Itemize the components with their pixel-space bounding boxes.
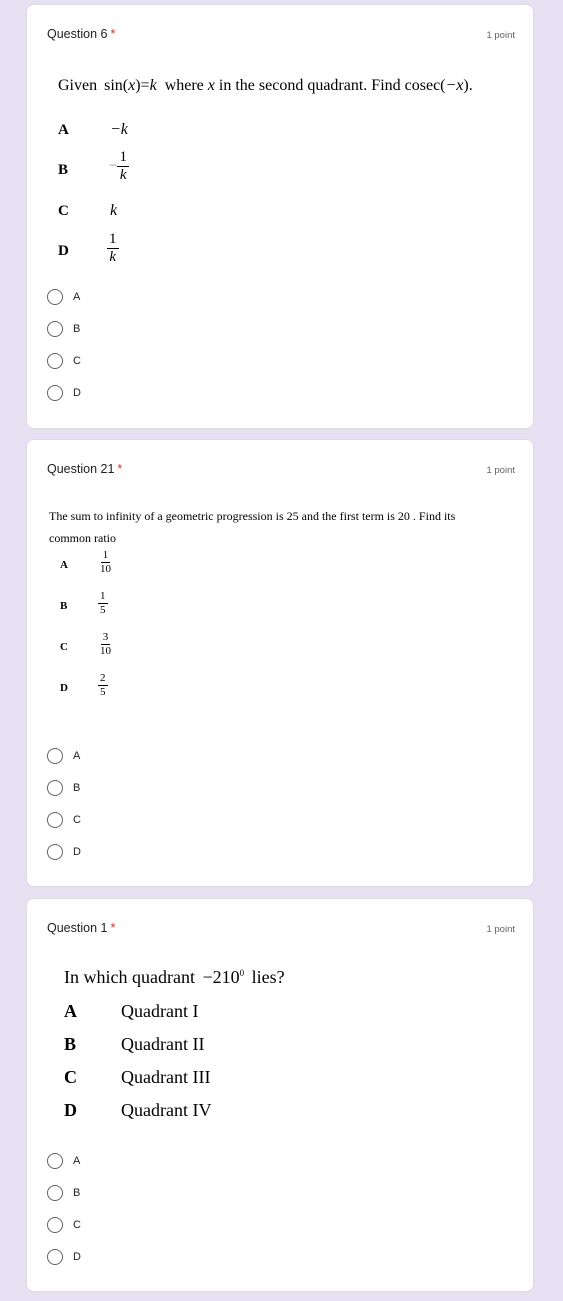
radio-button[interactable] bbox=[47, 385, 63, 401]
radio-choice-d[interactable] bbox=[47, 385, 81, 401]
radio-label: C bbox=[73, 814, 81, 826]
stem-fn: cosec bbox=[404, 77, 441, 94]
option-value: Quadrant III bbox=[121, 1067, 211, 1087]
fraction-denominator: 5 bbox=[100, 686, 106, 698]
stem-text: In which quadrant bbox=[64, 967, 195, 987]
radio-choice-d[interactable] bbox=[47, 1249, 81, 1265]
radio-choice-d[interactable] bbox=[47, 844, 81, 860]
option-letter: B bbox=[58, 162, 69, 178]
option-value: k bbox=[110, 202, 118, 219]
radio-label: D bbox=[73, 1251, 81, 1263]
question-title-text: Question 1 bbox=[47, 921, 108, 935]
question-points: 1 point bbox=[486, 465, 515, 476]
option-value bbox=[98, 591, 108, 616]
radio-button[interactable] bbox=[47, 1217, 63, 1233]
radio-label: C bbox=[73, 1219, 81, 1231]
option-value bbox=[109, 150, 129, 183]
stem-var: x bbox=[207, 77, 215, 94]
radio-label: C bbox=[73, 355, 81, 367]
stem-line: common ratio bbox=[49, 531, 116, 545]
question-points: 1 point bbox=[486, 924, 515, 935]
stem-var: −x bbox=[445, 77, 464, 94]
question-header bbox=[47, 462, 515, 476]
stem-angle: −210 bbox=[202, 967, 240, 987]
option-fraction bbox=[107, 232, 119, 265]
fraction-denominator: k bbox=[119, 167, 127, 183]
radio-choice-c[interactable] bbox=[47, 1217, 81, 1233]
radio-label: A bbox=[73, 1155, 81, 1167]
stem-var: k bbox=[149, 77, 157, 94]
option-sign: − bbox=[109, 158, 118, 174]
question-stem bbox=[49, 505, 455, 549]
fraction-numerator: 3 bbox=[102, 631, 109, 643]
option-letter: D bbox=[64, 1100, 77, 1120]
option-letter: C bbox=[58, 203, 69, 219]
radio-button[interactable] bbox=[47, 1153, 63, 1169]
option-letter: C bbox=[60, 641, 68, 653]
radio-label: A bbox=[73, 291, 81, 303]
stem-var: x bbox=[128, 77, 136, 94]
option-letter: A bbox=[60, 559, 68, 571]
question-title bbox=[47, 921, 115, 935]
option-letter: C bbox=[64, 1067, 77, 1087]
radio-button[interactable] bbox=[47, 321, 63, 337]
option-letter: D bbox=[58, 243, 69, 259]
option-value: Quadrant II bbox=[121, 1034, 205, 1054]
fraction-numerator: 1 bbox=[100, 590, 106, 602]
radio-label: D bbox=[73, 387, 81, 399]
question-title bbox=[47, 462, 122, 476]
option-fraction bbox=[98, 673, 108, 698]
question-title-text: Question 6 bbox=[47, 27, 108, 41]
radio-button[interactable] bbox=[47, 1185, 63, 1201]
option-letter: B bbox=[60, 600, 68, 612]
fraction-numerator: 1 bbox=[119, 149, 127, 165]
radio-choice-a[interactable] bbox=[47, 289, 80, 305]
radio-button[interactable] bbox=[47, 844, 63, 860]
radio-label: B bbox=[73, 782, 81, 794]
required-mark: * bbox=[117, 462, 123, 476]
radio-button[interactable] bbox=[47, 1249, 63, 1265]
option-letter: A bbox=[64, 1001, 77, 1021]
option-letter: B bbox=[64, 1034, 77, 1054]
required-mark: * bbox=[110, 921, 116, 935]
option-value: Quadrant I bbox=[121, 1001, 199, 1021]
radio-choice-b[interactable] bbox=[47, 780, 80, 796]
option-value: −k bbox=[110, 121, 128, 138]
radio-button[interactable] bbox=[47, 780, 63, 796]
radio-label: B bbox=[73, 1187, 81, 1199]
radio-button[interactable] bbox=[47, 812, 63, 828]
fraction-denominator: 10 bbox=[100, 563, 111, 575]
stem-text: . bbox=[468, 77, 473, 94]
option-value bbox=[107, 232, 119, 265]
option-value bbox=[98, 550, 113, 575]
option-fraction bbox=[117, 150, 129, 183]
stem-text: lies? bbox=[251, 967, 285, 987]
fraction-numerator: 2 bbox=[100, 672, 106, 684]
radio-label: B bbox=[73, 323, 81, 335]
radio-label: D bbox=[73, 846, 81, 858]
fraction-numerator: 1 bbox=[109, 231, 117, 247]
question-card-6 bbox=[26, 4, 534, 429]
radio-choice-a[interactable] bbox=[47, 1153, 80, 1169]
question-header bbox=[47, 921, 515, 935]
question-title bbox=[47, 27, 115, 41]
fraction-denominator: 10 bbox=[100, 645, 111, 657]
radio-button[interactable] bbox=[47, 748, 63, 764]
question-title-text: Question 21 bbox=[47, 462, 115, 476]
question-stem bbox=[64, 967, 285, 988]
question-card-1 bbox=[26, 898, 534, 1292]
option-value bbox=[98, 673, 108, 698]
option-fraction bbox=[98, 632, 113, 657]
option-letter: D bbox=[60, 682, 68, 694]
fraction-numerator: 1 bbox=[102, 549, 109, 561]
option-value bbox=[98, 632, 113, 657]
degree-symbol: 0 bbox=[239, 968, 245, 978]
stem-fn: sin bbox=[104, 77, 123, 94]
option-letter: A bbox=[58, 122, 69, 138]
radio-button[interactable] bbox=[47, 353, 63, 369]
question-header bbox=[47, 27, 515, 41]
option-fraction bbox=[98, 591, 108, 616]
stem-text: in the second quadrant. Find bbox=[218, 77, 401, 94]
radio-choice-b[interactable] bbox=[47, 321, 80, 337]
option-fraction bbox=[98, 550, 113, 575]
fraction-denominator: k bbox=[109, 249, 117, 265]
fraction-denominator: 5 bbox=[100, 604, 106, 616]
required-mark: * bbox=[110, 27, 116, 41]
question-stem: Given sin(x)=k where x in the second quadrant. Find cosec(−x). bbox=[58, 77, 473, 94]
option-value: Quadrant IV bbox=[121, 1100, 212, 1120]
stem-text: Given bbox=[58, 77, 98, 94]
radio-choice-c[interactable] bbox=[47, 353, 81, 369]
radio-choice-c[interactable] bbox=[47, 812, 81, 828]
question-card-21 bbox=[26, 439, 534, 887]
radio-choice-b[interactable] bbox=[47, 1185, 80, 1201]
radio-label: A bbox=[73, 750, 81, 762]
question-points: 1 point bbox=[486, 30, 515, 41]
stem-text: where bbox=[164, 77, 204, 94]
radio-choice-a[interactable] bbox=[47, 748, 80, 764]
stem-line: The sum to infinity of a geometric progression is 25 and the first term is 20 . Find its bbox=[49, 509, 456, 523]
radio-button[interactable] bbox=[47, 289, 63, 305]
